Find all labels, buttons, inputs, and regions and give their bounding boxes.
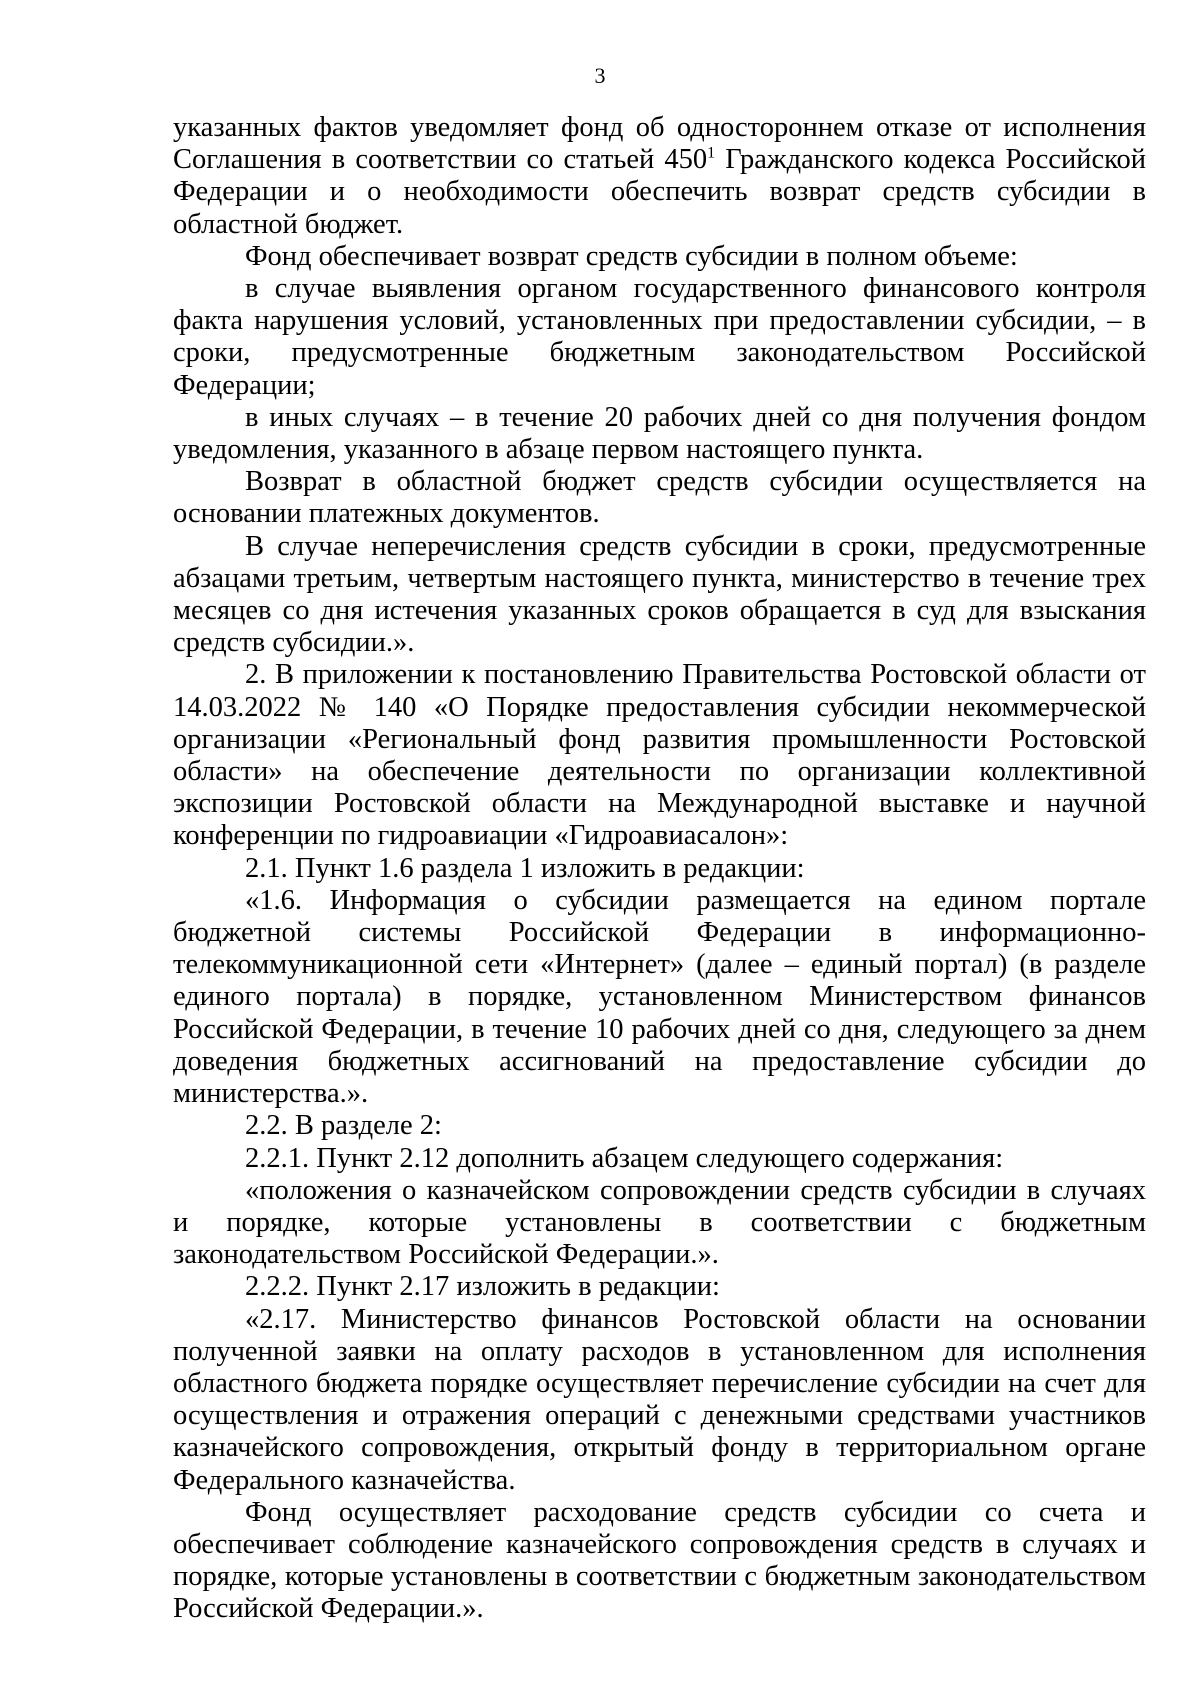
paragraph: 2.1. Пункт 1.6 раздела 1 изложить в редакции:: [245, 852, 805, 884]
paragraph: 2. В приложении к постановлению Правительства Ростовской области от 14.03.2022 № 140 «О Порядке предоставления субсидии некоммерческой организации «Региональный фонд развития промышленности Ростовской области» на обеспечение деятельности по организации коллективной экспозиции Ростовской области на Международной выставке и научной конференции по гидроавиации «Гидроавиасалон»:: [173, 659, 1146, 852]
paragraph: «положения о казначейском сопровождении средств субсидии в случаях и порядке, которые установлены в соответствии с бюджетным законодательством Российской Федерации.».: [173, 1174, 1146, 1271]
paragraph: Фонд осуществляет расходование средств субсидии со счета и обеспечивает соблюдение казначейского сопровождения средств в случаях и порядке, которые установлены в соответствии с бюджетным законодательством Российской Федерации.».: [173, 1496, 1146, 1625]
paragraph: «1.6. Информация о субсидии размещается на едином портале бюджетной системы Российской Федерации в информационно-телекоммуникационной сети «Интернет» (далее – единый портал) (в разделе единого портала) в порядке, установленном Министерством финансов Российской Федерации, в течение 10 рабочих дней со дня, следующего за днем доведения бюджетных ассигнований на предоставление субсидии до министерства.».: [173, 884, 1146, 1110]
paragraph: Фонд обеспечивает возврат средств субсидии в полном объеме:: [245, 240, 1018, 272]
page-number: 3: [594, 63, 606, 88]
paragraph: в иных случаях – в течение 20 рабочих дней со дня получения фондом уведомления, указанного в абзаце первом настоящего пункта.: [173, 401, 1146, 466]
paragraph: Возврат в областной бюджет средств субсидии осуществляется на основании платежных документов.: [173, 466, 1146, 530]
paragraph: В случае неперечисления средств субсидии в сроки, предусмотренные абзацами третьим, четвертым настоящего пункта, министерство в течение трех месяцев со дня истечения указанных сроков обращается в суд для взыскания средств субсидии.».: [173, 530, 1146, 659]
paragraph: 2.2.1. Пункт 2.12 дополнить абзацем следующего содержания:: [245, 1142, 1004, 1174]
document-body: [173, 112, 1146, 1626]
paragraph: в случае выявления органом государственного финансового контроля факта нарушения условий, установленных при предоставлении субсидии, – в сроки, предусмотренные бюджетным законодательством Российской Федерации;: [173, 273, 1146, 401]
paragraph: «2.17. Министерство финансов Ростовской области на основании полученной заявки на оплату расходов в установленном для исполнения областного бюджета порядке осуществляет перечисление субсидии на счет для осуществления и отражения операций с денежными средствами участников казначейского сопровождения, открытый фонду в территориальном органе Федерального казначейства.: [173, 1303, 1146, 1496]
continuation-text: указанных фактов уведомляет фонд об одностороннем отказе от исполнения Соглашения в соответствии со статьей 450: [173, 112, 1146, 176]
continuation-text-end: Гражданского кодекса Российской Федерации и о необходимости обеспечить возврат средств субсидии в областной бюджет.: [173, 144, 1146, 240]
superscript: 1: [707, 144, 716, 162]
paragraph: 2.2.2. Пункт 2.17 изложить в редакции:: [245, 1271, 720, 1303]
continuation-paragraph: [173, 112, 1146, 241]
paragraph: 2.2. В разделе 2:: [245, 1110, 442, 1142]
